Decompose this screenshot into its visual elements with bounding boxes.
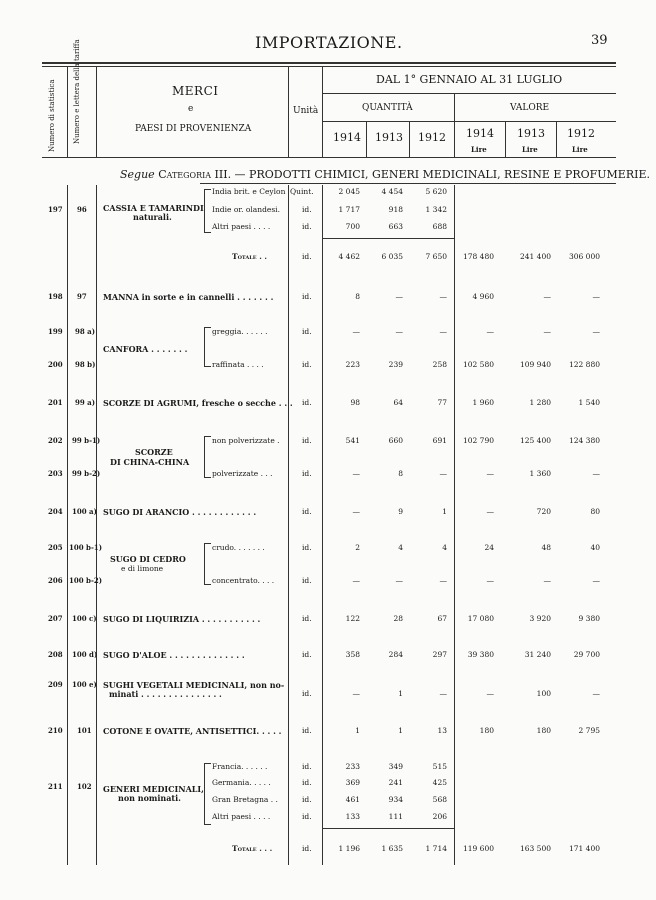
v1912: — (592, 292, 600, 301)
tariff-number: 101 (77, 726, 92, 735)
unit: id. (302, 614, 312, 623)
unit: id. (302, 726, 312, 735)
q1913: 1 635 (381, 844, 403, 853)
item-name-2: minati . . . . . . . . . . . . . . . (109, 689, 222, 699)
v1913: — (543, 292, 551, 301)
unit: id. (302, 778, 312, 787)
q1914: 122 (345, 614, 360, 623)
tariff-number: 100 e) (72, 680, 97, 689)
unit: id. (302, 205, 312, 214)
item-name: SUGHI VEGETALI MEDICINALI, non no- (103, 680, 285, 690)
item-name: SUGO DI LIQUIRIZIA . . . . . . . . . . . (103, 614, 261, 624)
e-header: e (188, 104, 194, 114)
item-name: COTONE E OVATTE, ANTISETTICI. . . . . (103, 726, 282, 736)
unit: id. (302, 507, 312, 516)
v1914: — (486, 327, 494, 336)
v1912: 306 000 (568, 252, 600, 261)
v1913: 180 (536, 726, 551, 735)
unit: id. (302, 222, 312, 231)
sub-label: greggia. . . . . . (212, 327, 268, 336)
tariff-number: 98 b) (75, 360, 96, 369)
tariff-number: 96 (77, 205, 87, 214)
stat-number: 198 (48, 292, 63, 301)
v1914: 180 (479, 726, 494, 735)
q1914: 233 (345, 762, 360, 771)
v1912: — (592, 689, 600, 698)
sub-label: Indie or. olandesi. (212, 205, 280, 214)
total-label: Totale . . . (232, 844, 273, 853)
sub-label: Altri paesi . . . . (212, 222, 271, 231)
sub-label: Francia. . . . . . (212, 762, 268, 771)
q1913: 918 (388, 205, 403, 214)
unit: id. (302, 543, 312, 552)
v1914: 102 580 (462, 360, 494, 369)
brace (204, 189, 211, 233)
tariff-number-header: Numero e lettera della tariffa (73, 39, 81, 144)
q1913: 239 (388, 360, 403, 369)
q1912: 1 342 (425, 205, 447, 214)
unit: id. (302, 360, 312, 369)
v1914: 1 960 (472, 398, 494, 407)
q1913: 4 454 (381, 187, 403, 196)
v1913: 125 400 (519, 436, 551, 445)
q1914: 98 (350, 398, 360, 407)
q1912: 7 650 (425, 252, 447, 261)
stat-number-header: Numero di statistica (48, 79, 56, 152)
tariff-number: 99 a) (75, 398, 96, 407)
unita-header: Unità (293, 106, 319, 116)
q1914: 358 (345, 650, 360, 659)
col-line (96, 66, 97, 157)
v1912: 2 795 (578, 726, 600, 735)
v1912: — (592, 576, 600, 585)
v1914: 24 (484, 543, 494, 552)
v1914: 39 380 (467, 650, 494, 659)
unit: id. (302, 812, 312, 821)
tariff-number: 100 b-1) (69, 543, 103, 552)
stat-number: 197 (48, 205, 63, 214)
v1913: 3 920 (529, 614, 551, 623)
header-bottom-rule (42, 157, 616, 158)
value-year-1912: 1912 (567, 127, 595, 140)
q1913: — (395, 576, 403, 585)
q1914: — (352, 469, 360, 478)
item-name-2: e di limone (121, 564, 164, 573)
q1912: 258 (432, 360, 447, 369)
unit: id. (302, 689, 312, 698)
q1913: — (395, 327, 403, 336)
q1913: 241 (388, 778, 403, 787)
tariff-number: 99 b-2) (72, 469, 101, 478)
q1914: 1 (355, 726, 360, 735)
col-line (288, 66, 289, 157)
v1912: — (592, 469, 600, 478)
q1914: — (352, 327, 360, 336)
body-col-line (96, 185, 97, 865)
q1914: 700 (345, 222, 360, 231)
stat-number: 206 (48, 576, 63, 585)
q1914: 223 (345, 360, 360, 369)
v1913: 48 (541, 543, 551, 552)
q1914: — (352, 576, 360, 585)
col-line (67, 66, 68, 157)
v1912: 1 540 (578, 398, 600, 407)
v1914: 119 600 (462, 844, 494, 853)
brace (204, 327, 211, 367)
v1914: 4 960 (472, 292, 494, 301)
q1914: 369 (345, 778, 360, 787)
v1914: 102 790 (462, 436, 494, 445)
header-top-rule-2 (42, 66, 616, 67)
q1912: 206 (432, 812, 447, 821)
tariff-number: 100 a) (72, 507, 97, 516)
tariff-number: 98 a) (75, 327, 96, 336)
q1912: — (439, 469, 447, 478)
body-col-line (322, 185, 323, 865)
item-name: CANFORA . . . . . . . (103, 344, 188, 354)
col-line (409, 121, 410, 157)
stat-number: 201 (48, 398, 63, 407)
unit: id. (302, 795, 312, 804)
unit: id. (302, 762, 312, 771)
unit: id. (302, 398, 312, 407)
header-top-rule (42, 62, 616, 64)
q1912: — (439, 689, 447, 698)
sub-label: Altri paesi . . . . (212, 812, 271, 821)
brace (204, 763, 211, 825)
v1912: — (592, 327, 600, 336)
page-title: IMPORTAZIONE. (255, 33, 403, 52)
v1912: 40 (590, 543, 600, 552)
q1912: — (439, 327, 447, 336)
col-line (366, 121, 367, 157)
col-line (322, 66, 323, 157)
q1914: 1 196 (338, 844, 360, 853)
total-label: Totale . . (232, 252, 268, 261)
v1912: 122 880 (568, 360, 600, 369)
value-year-1914: 1914 (466, 127, 494, 140)
q1912: 568 (432, 795, 447, 804)
stat-number: 211 (48, 782, 63, 791)
q1914: 1 717 (338, 205, 360, 214)
v1913: 109 940 (519, 360, 551, 369)
v1914: 17 080 (467, 614, 494, 623)
q1914: 8 (355, 292, 360, 301)
q1912: 4 (442, 543, 447, 552)
q1913: 1 (398, 689, 403, 698)
item-name: SUGO D'ALOE . . . . . . . . . . . . . . (103, 650, 245, 660)
v1912: 29 700 (573, 650, 600, 659)
q1912: 1 714 (425, 844, 447, 853)
item-name: SUGO DI CEDRO (110, 554, 186, 564)
q1912: 425 (432, 778, 447, 787)
stat-number: 205 (48, 543, 63, 552)
q1914: 2 045 (338, 187, 360, 196)
unit: id. (302, 252, 312, 261)
q1912: — (439, 292, 447, 301)
v1914: — (486, 469, 494, 478)
stat-number: 200 (48, 360, 63, 369)
col-line (556, 121, 557, 157)
sub-label: crudo. . . . . . . (212, 543, 265, 552)
category-heading: Segue Categoria III. — PRODOTTI CHIMICI, GENERI MEDICINALI, RESINE E PROFUMERIE. (120, 168, 650, 181)
v1912: 171 400 (568, 844, 600, 853)
q1913: 4 (398, 543, 403, 552)
q1914: 2 (355, 543, 360, 552)
q1912: 297 (432, 650, 447, 659)
unit: id. (302, 650, 312, 659)
q1914: 4 462 (338, 252, 360, 261)
q1913: 9 (398, 507, 403, 516)
q1913: 663 (388, 222, 403, 231)
brace (204, 436, 211, 478)
v1913: 1 360 (529, 469, 551, 478)
q1913: 934 (388, 795, 403, 804)
q1912: 77 (437, 398, 447, 407)
valore-header: VALORE (510, 103, 550, 113)
unit: id. (302, 436, 312, 445)
v1912: 9 380 (578, 614, 600, 623)
item-name: MANNA in sorte e in cannelli . . . . . . . (103, 292, 274, 302)
v1912: 124 380 (568, 436, 600, 445)
tariff-number: 102 (77, 782, 92, 791)
q1914: — (352, 689, 360, 698)
lire-label: Lire (471, 145, 487, 154)
sub-label: concentrato. . . . (212, 576, 275, 585)
quantita-header: QUANTITÀ (362, 103, 413, 113)
v1913: 241 400 (519, 252, 551, 261)
value-year-1913: 1913 (517, 127, 545, 140)
v1913: 31 240 (524, 650, 551, 659)
q1912: 688 (432, 222, 447, 231)
item-name-2: naturali. (133, 212, 172, 222)
v1914: — (486, 507, 494, 516)
q1912: 1 (442, 507, 447, 516)
q1913: 660 (388, 436, 403, 445)
stat-number: 203 (48, 469, 63, 478)
unit: id. (302, 327, 312, 336)
sub-label: polverizzate . . . (212, 469, 273, 478)
q1914: 461 (345, 795, 360, 804)
stat-number: 204 (48, 507, 63, 516)
v1913: 163 500 (519, 844, 551, 853)
unit: id. (302, 292, 312, 301)
year-1914: 1914 (333, 131, 361, 144)
q1913: 284 (388, 650, 403, 659)
unit: id. (302, 469, 312, 478)
v1914: — (486, 689, 494, 698)
sub-label: non polverizzate . (212, 436, 280, 445)
col-line (505, 121, 506, 157)
subtotal-rule (322, 238, 454, 239)
merci-header: MERCI (172, 84, 219, 98)
year-1913: 1913 (375, 131, 403, 144)
q1912: 5 620 (425, 187, 447, 196)
lire-label: Lire (522, 145, 538, 154)
lire-label: Lire (572, 145, 588, 154)
q1912: — (439, 576, 447, 585)
item-name: CASSIA E TAMARINDI (103, 203, 204, 213)
item-name: GENERI MEDICINALI, (103, 784, 204, 794)
item-name: SCORZE (135, 447, 173, 457)
tariff-number: 99 b-1) (72, 436, 101, 445)
q1913: 8 (398, 469, 403, 478)
tariff-number: 100 b-2) (69, 576, 103, 585)
q1912: 13 (437, 726, 447, 735)
unit: id. (302, 844, 312, 853)
v1913: — (543, 327, 551, 336)
q1914: 541 (345, 436, 360, 445)
v1913: 1 280 (529, 398, 551, 407)
item-name: SCORZE DI AGRUMI, fresche o secche . . . (103, 398, 293, 408)
tariff-number: 100 d) (72, 650, 98, 659)
q1914: 133 (345, 812, 360, 821)
item-name-2: non nominati. (118, 793, 181, 803)
subtotal-rule (322, 828, 454, 829)
v1913: — (543, 576, 551, 585)
year-1912: 1912 (418, 131, 446, 144)
category-rule (200, 183, 616, 184)
sub-label: Gran Bretagna . . (212, 795, 278, 804)
item-name: SUGO DI ARANCIO . . . . . . . . . . . . (103, 507, 257, 517)
body-col-line (288, 185, 289, 865)
q1913: 111 (388, 812, 403, 821)
q1913: 1 (398, 726, 403, 735)
q1913: 28 (393, 614, 403, 623)
sub-label: Germania. . . . . (212, 778, 271, 787)
sub-label: India brit. e Ceylon (212, 187, 286, 196)
q1912: 515 (432, 762, 447, 771)
v1913: 720 (536, 507, 551, 516)
body-col-line (454, 185, 455, 865)
tariff-number: 97 (77, 292, 87, 301)
sub-label: raffinata . . . . (212, 360, 264, 369)
q1913: 64 (393, 398, 403, 407)
body-col-line (67, 185, 68, 865)
q1913: 349 (388, 762, 403, 771)
stat-number: 209 (48, 680, 63, 689)
q1914: — (352, 507, 360, 516)
stat-number: 199 (48, 327, 63, 336)
item-name-2: DI CHINA-CHINA (110, 457, 190, 467)
col-line (454, 93, 455, 157)
stat-number: 208 (48, 650, 63, 659)
v1914: — (486, 576, 494, 585)
v1914: 178 480 (462, 252, 494, 261)
v1913: 100 (536, 689, 551, 698)
paesi-header: PAESI DI PROVENIENZA (135, 124, 252, 134)
stat-number: 207 (48, 614, 63, 623)
unit: id. (302, 576, 312, 585)
page-number: 39 (591, 33, 608, 48)
q1912: 67 (437, 614, 447, 623)
unit: Quint. (290, 187, 314, 196)
q1913: — (395, 292, 403, 301)
stat-number: 210 (48, 726, 63, 735)
period-header: DAL 1° GENNAIO AL 31 LUGLIO (376, 73, 563, 86)
period-rule (322, 93, 616, 94)
q1913: 6 035 (381, 252, 403, 261)
q1912: 691 (432, 436, 447, 445)
brace (204, 543, 211, 585)
v1912: 80 (590, 507, 600, 516)
tariff-number: 100 c) (72, 614, 97, 623)
stat-number: 202 (48, 436, 63, 445)
